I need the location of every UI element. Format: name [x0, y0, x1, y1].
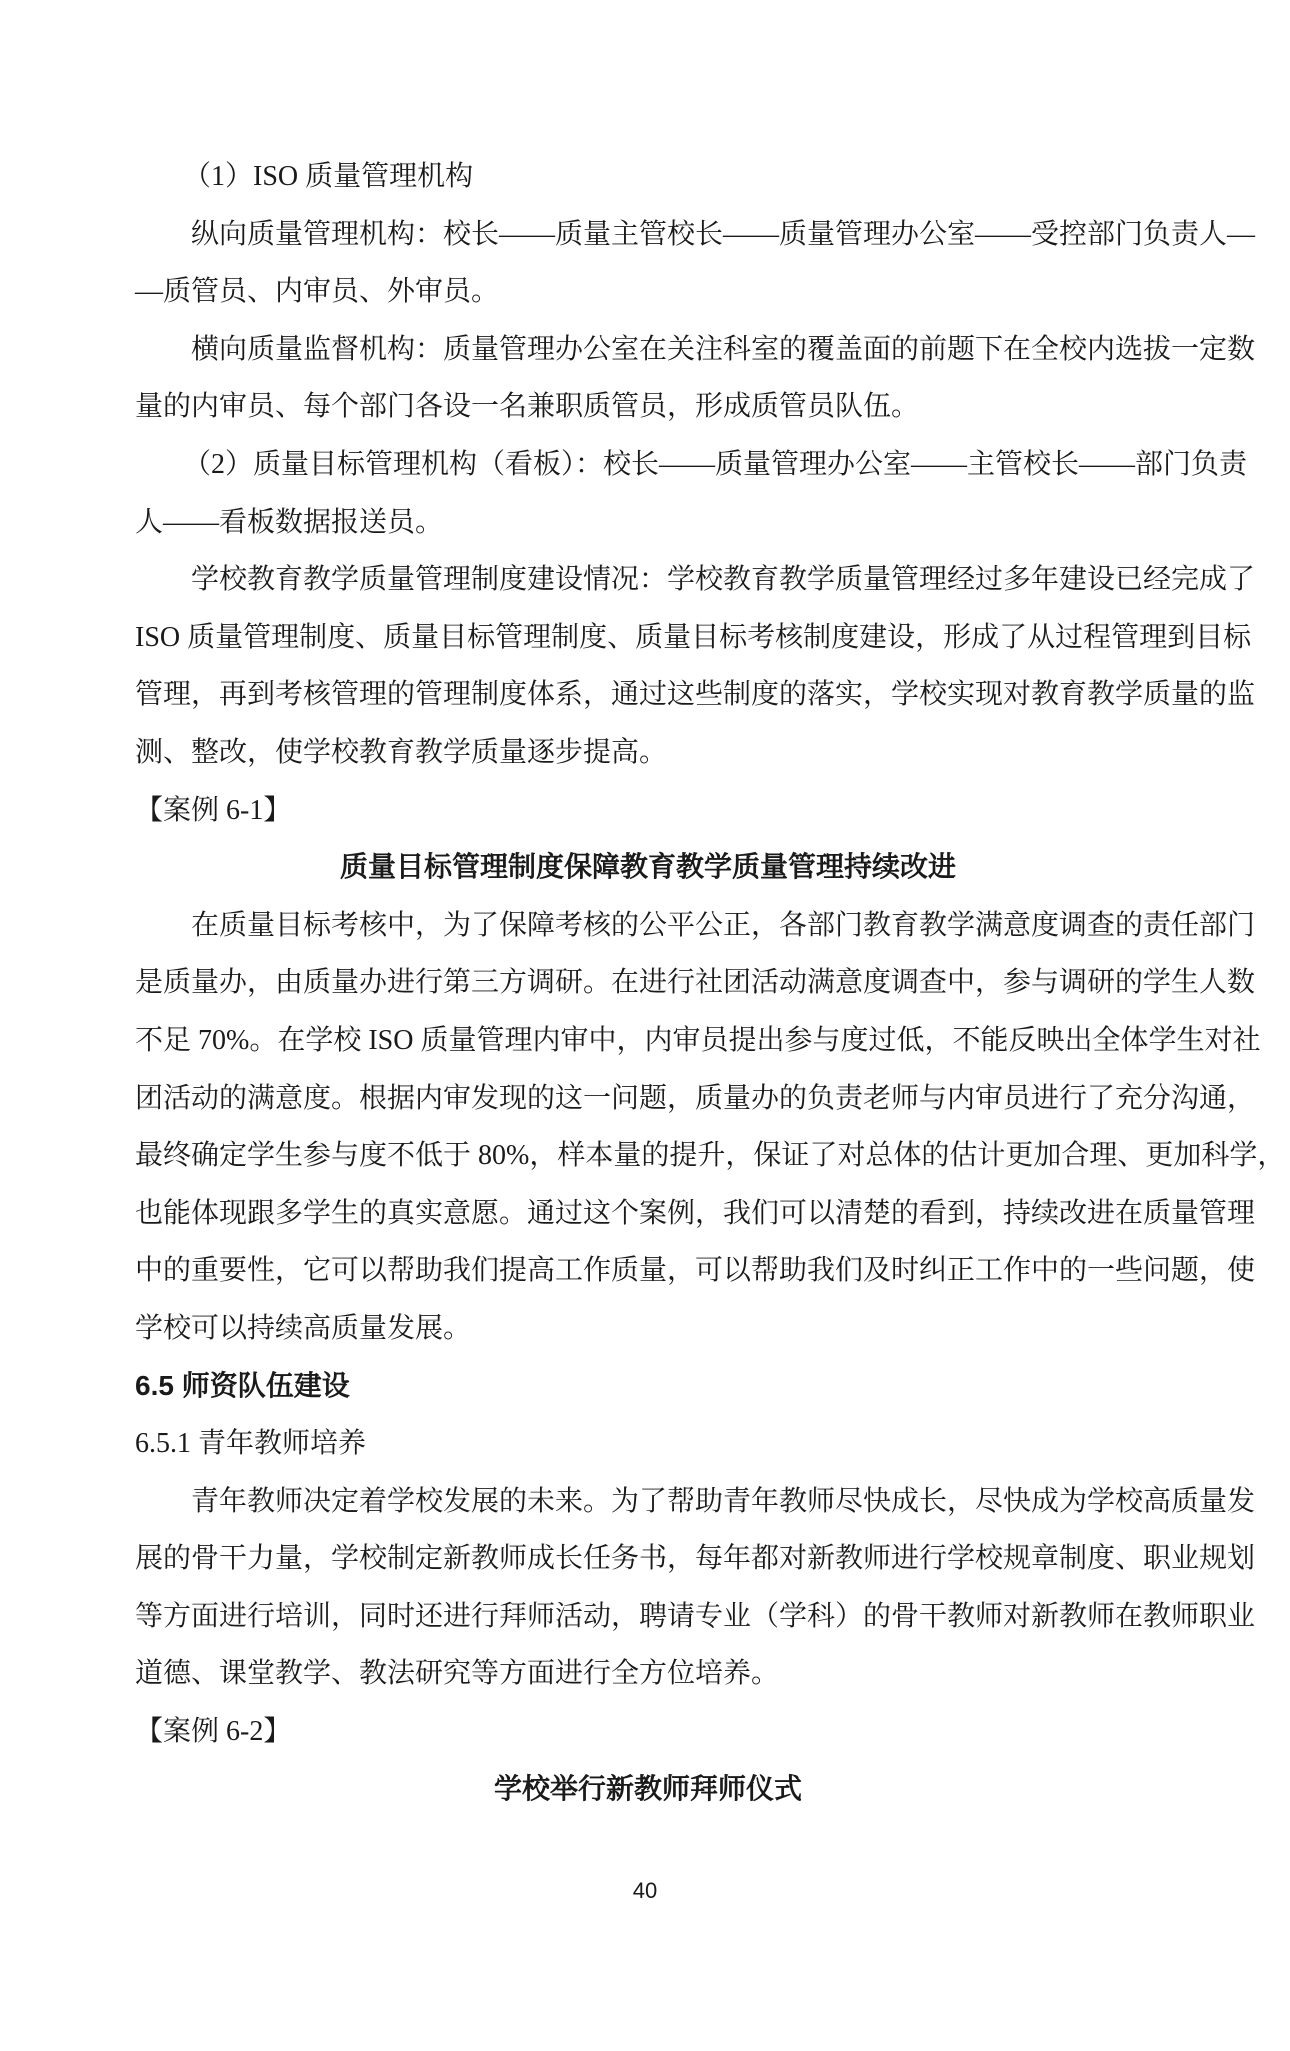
document-body [135, 148, 1286, 1818]
text-line: 展的骨干力量，学校制定新教师成长任务书，每年都对新教师进行学校规章制度、职业规划 [135, 1543, 1256, 1575]
text-line: （1）ISO 质量管理机构 [183, 161, 474, 192]
text-line: 测、整改，使学校教育教学质量逐步提高。 [135, 736, 668, 768]
text-line: （2）质量目标管理机构（看板）：校长——质量管理办公室——主管校长——部门负责 [183, 448, 1248, 480]
subheading [135, 148, 1161, 206]
text-line: 等方面进行培训，同时还进行拜师活动，聘请专业（学科）的骨干教师对新教师在教师职业 [135, 1600, 1256, 1632]
text-line: 学校可以持续高质量发展。 [135, 1312, 472, 1344]
text-line: 道德、课堂教学、教法研究等方面进行全方位培养。 [135, 1658, 780, 1690]
text-line: 最终确定学生参与度不低于 80%，样本量的提升，保证了对总体的估计更加合理、更加科学， [135, 1140, 1286, 1172]
paragraph [135, 1473, 1256, 1703]
text-line: 学校举行新教师拜师仪式 [493, 1773, 802, 1805]
paragraph [135, 321, 1256, 436]
page-number: 40 [632, 1878, 658, 1903]
case-label [135, 1703, 1161, 1761]
text-line: 人——看板数据报送员。 [135, 506, 444, 538]
text-line: 质量目标管理制度保障教育教学质量管理持续改进 [339, 852, 956, 884]
text-line: 6.5.1 青年教师培养 [135, 1428, 367, 1460]
text-line: 纵向质量管理机构：校长——质量主管校长——质量管理办公室——受控部门负责人— [191, 218, 1256, 250]
case-title [135, 1761, 1161, 1819]
text-line: 中的重要性，它可以帮助我们提高工作质量，可以帮助我们及时纠正工作中的一些问题，使 [135, 1255, 1256, 1287]
text-line: 6.5 师资队伍建设 [135, 1370, 350, 1402]
text-line: 量的内审员、每个部门各设一名兼职质管员，形成质管员队伍。 [135, 391, 920, 423]
case-label [135, 782, 1161, 840]
text-line: —质管员、内审员、外审员。 [135, 276, 500, 308]
section-heading [135, 1357, 1161, 1415]
text-line: 【案例 6-1】 [135, 794, 292, 826]
text-line: 是质量办，由质量办进行第三方调研。在进行社团活动满意度调查中，参与调研的学生人数 [135, 967, 1256, 999]
text-line: 学校教育教学质量管理制度建设情况：学校教育教学质量管理经过多年建设已经完成了 [191, 564, 1256, 596]
text-line: 也能体现跟多学生的真实意愿。通过这个案例，我们可以清楚的看到，持续改进在质量管理 [135, 1197, 1256, 1229]
paragraph [135, 551, 1256, 781]
paragraph [135, 206, 1256, 321]
paragraph [135, 436, 1248, 551]
text-line: 管理，再到考核管理的管理制度体系，通过这些制度的落实，学校实现对教育教学质量的监 [135, 679, 1256, 711]
case-label [135, 1415, 1161, 1473]
text-line: 【案例 6-2】 [135, 1716, 292, 1748]
text-line: 在质量目标考核中，为了保障考核的公平公正，各部门教育教学满意度调查的责任部门 [191, 909, 1256, 941]
text-line: 团活动的满意度。根据内审发现的这一问题，质量办的负责老师与内审员进行了充分沟通， [135, 1082, 1256, 1114]
paragraph [135, 897, 1286, 1358]
case-title [135, 839, 1161, 897]
text-line: 横向质量监督机构：质量管理办公室在关注科室的覆盖面的前题下在全校内选拔一定数 [191, 333, 1256, 365]
text-line: 不足 70%。在学校 ISO 质量管理内审中，内审员提出参与度过低，不能反映出全体学生对社 [135, 1024, 1261, 1056]
text-line: ISO 质量管理制度、质量目标管理制度、质量目标考核制度建设，形成了从过程管理到目标 [135, 621, 1252, 653]
text-line: 青年教师决定着学校发展的未来。为了帮助青年教师尽快成长，尽快成为学校高质量发 [191, 1485, 1256, 1517]
